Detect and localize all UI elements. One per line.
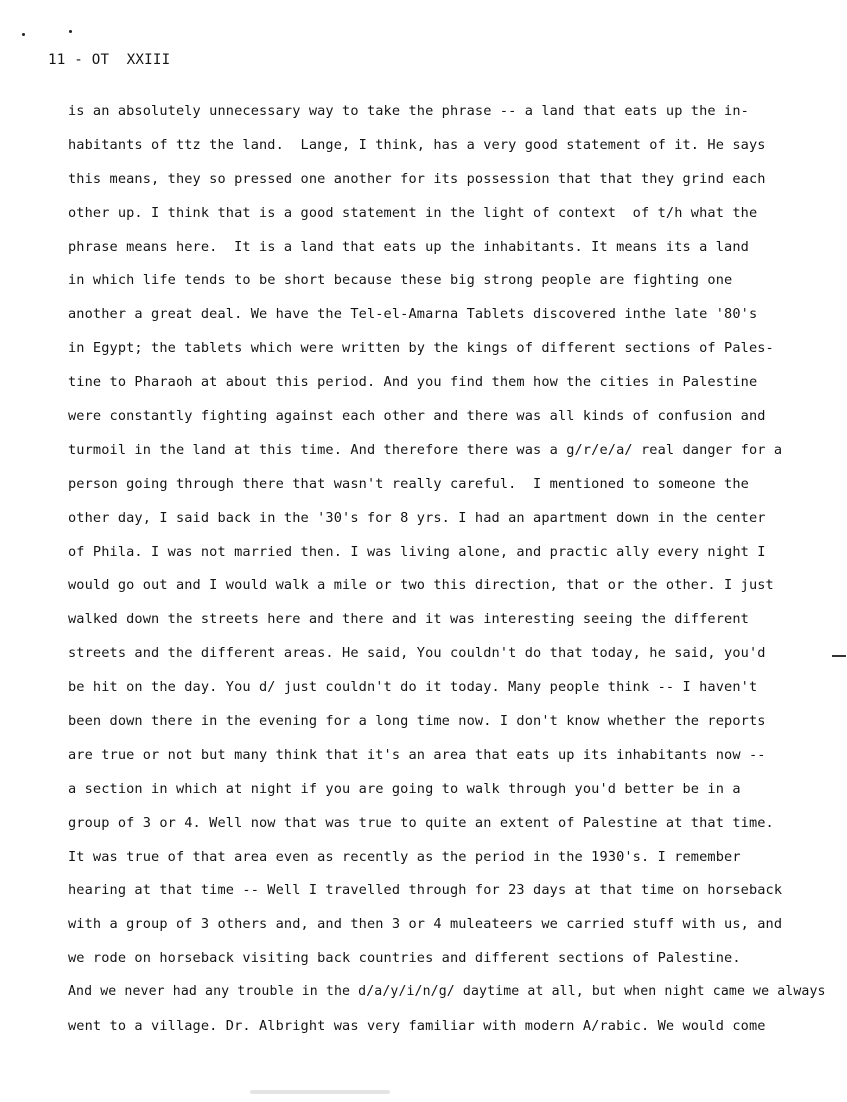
text-line: habitants of ttz the land. Lange, I think, has a very good statement of it. He says — [68, 136, 766, 153]
text-line: were constantly fighting against each other and there was all kinds of confusion and — [68, 408, 766, 425]
text-line: turmoil in the land at this time. And therefore there was a g/r/e/a/ real danger for a — [68, 441, 783, 458]
scan-smudge — [250, 1090, 390, 1094]
text-line: went to a village. Dr. Albright was very familiar with modern A/rabic. We would come — [68, 1018, 766, 1035]
text-line: we rode on horseback visiting back countries and different sections of Palestine. — [68, 950, 741, 967]
text-line: this means, they so pressed one another for its possession that that they grind each — [68, 170, 766, 187]
text-line: be hit on the day. You d/ just couldn't do it today. Many people think -- I haven't — [68, 679, 758, 696]
paper-speck — [69, 30, 72, 33]
text-line: a section in which at night if you are going to walk through you'd better be in a — [68, 780, 741, 797]
margin-mark — [832, 655, 846, 657]
text-line: It was true of that area even as recently as the period in the 1930's. I remember — [68, 848, 741, 865]
text-line: phrase means here. It is a land that eats up the inhabitants. It means its a land — [68, 238, 749, 255]
text-line: would go out and I would walk a mile or two this direction, that or the other. I just — [68, 577, 774, 594]
text-line: are true or not but many think that it's an area that eats up its inhabitants now -- — [68, 746, 766, 763]
page-header: 11 - OT XXIII — [48, 52, 171, 68]
text-line: group of 3 or 4. Well now that was true to quite an extent of Palestine at that time. — [68, 814, 774, 831]
text-line: with a group of 3 others and, and then 3 or 4 muleateers we carried stuff with us, and — [68, 916, 783, 933]
text-line: person going through there that wasn't really careful. I mentioned to someone the — [68, 475, 749, 492]
body-text — [68, 100, 828, 1049]
text-line: other up. I think that is a good statement in the light of context of t/h what the — [68, 204, 758, 221]
text-line: And we never had any trouble in the d/a/y/i/n/g/ daytime at all, but when night came we always — [68, 984, 826, 1000]
text-line: other day, I said back in the '30's for 8 yrs. I had an apartment down in the center — [68, 509, 766, 526]
text-line: walked down the streets here and there and it was interesting seeing the different — [68, 611, 749, 628]
paper-speck — [22, 33, 25, 36]
text-line: another a great deal. We have the Tel-el-Amarna Tablets discovered inthe late '80's — [68, 306, 758, 323]
text-line: is an absolutely unnecessary way to take the phrase -- a land that eats up the in- — [68, 103, 749, 119]
text-line: of Phila. I was not married then. I was living alone, and practic ally every night I — [68, 543, 766, 560]
text-line: streets and the different areas. He said, You couldn't do that today, he said, you'd — [68, 645, 766, 662]
text-line: in which life tends to be short because these big strong people are fighting one — [68, 272, 733, 289]
text-line: hearing at that time -- Well I travelled through for 23 days at that time on horseback — [68, 882, 783, 899]
text-line: tine to Pharaoh at about this period. And you find them how the cities in Palestine — [68, 374, 758, 391]
text-line: been down there in the evening for a long time now. I don't know whether the reports — [68, 713, 766, 730]
text-line: in Egypt; the tablets which were written by the kings of different sections of Pales- — [68, 340, 774, 357]
